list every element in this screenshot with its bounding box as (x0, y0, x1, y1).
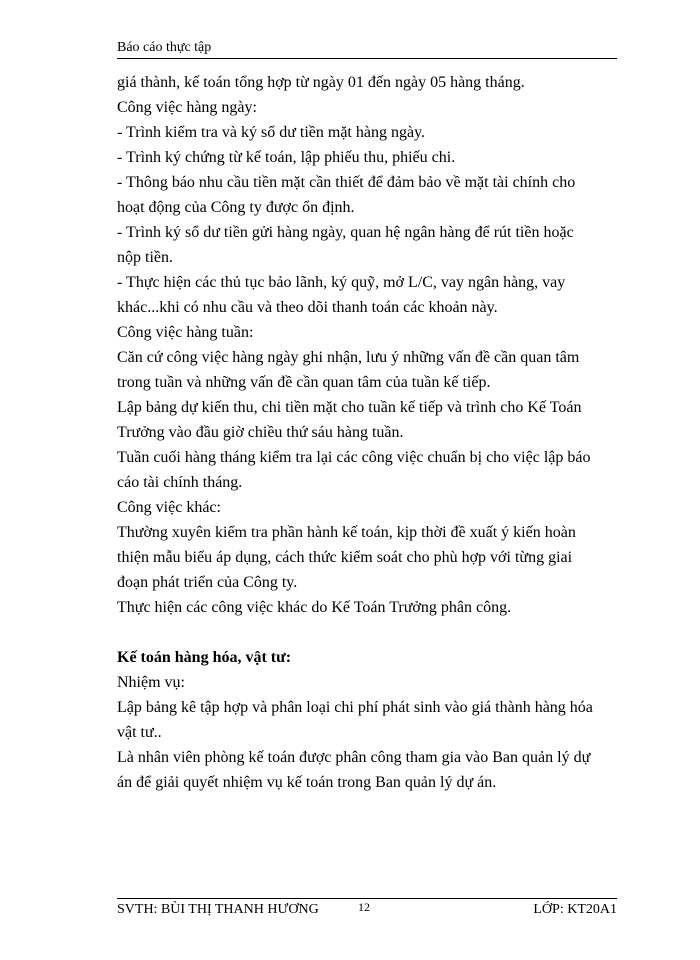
body-line: Thực hiện các công việc khác do Kế Toán Trưởng phân công. (117, 599, 512, 616)
paragraph-gap (117, 620, 617, 645)
body-line: - Thông báo nhu cầu tiền mặt cần thiết để đảm bảo về mặt tài chính cho (117, 174, 576, 191)
body-line: Tuần cuối hàng tháng kiểm tra lại các công việc chuẩn bị cho việc lập báo (117, 449, 591, 466)
body-line: Lập bảng dự kiến thu, chi tiền mặt cho tuần kế tiếp và trình cho Kế Toán (117, 399, 582, 416)
page-header-title: Báo cáo thực tập (117, 40, 212, 55)
body-line: Là nhân viên phòng kế toán được phân công tham gia vào Ban quản lý dự (117, 749, 591, 766)
body-line: khác...khi có nhu cầu và theo dõi thanh toán các khoản này. (117, 299, 498, 316)
body-line: Căn cứ công việc hàng ngày ghi nhận, lưu ý những vấn đề cần quan tâm (117, 349, 580, 366)
body-line: - Trình ký sổ dư tiền gửi hàng ngày, quan hệ ngân hàng để rút tiền hoặc (117, 224, 574, 241)
subheading-daily-tasks: Công việc hàng ngày: (117, 99, 257, 116)
body-line: Trưởng vào đầu giờ chiều thứ sáu hàng tuần. (117, 424, 404, 441)
document-body (117, 70, 617, 795)
body-line: Lập bảng kê tập hợp và phân loại chi phí phát sinh vào giá thành hàng hóa (117, 699, 593, 716)
body-line: giá thành, kế toán tổng hợp từ ngày 01 đến ngày 05 hàng tháng. (117, 74, 525, 91)
footer-class: LỚP: KT20A1 (533, 902, 617, 917)
body-line: đoạn phát triển của Công ty. (117, 574, 298, 591)
footer-divider (117, 898, 617, 899)
body-line: án để giải quyết nhiệm vụ kế toán trong Ban quản lý dự án. (117, 774, 497, 791)
body-line: nộp tiền. (117, 249, 173, 266)
page-number: 12 (358, 900, 370, 914)
subheading-weekly-tasks: Công việc hàng tuần: (117, 324, 254, 341)
header-divider (117, 58, 617, 59)
body-line: vật tư.. (117, 724, 162, 741)
body-line: - Trình ký chứng từ kế toán, lập phiếu thu, phiếu chi. (117, 149, 456, 166)
body-line: Thường xuyên kiểm tra phần hành kế toán, kịp thời đề xuất ý kiến hoàn (117, 524, 576, 541)
section-heading: Kế toán hàng hóa, vật tư: (117, 649, 292, 666)
body-line: thiện mẫu biểu áp dụng, cách thức kiểm soát cho phù hợp với từng giai (117, 549, 573, 566)
footer-student-name: SVTH: BÙI THỊ THANH HƯƠNG (117, 902, 319, 917)
body-line: - Trình kiểm tra và ký sổ dư tiền mặt hàng ngày. (117, 124, 426, 141)
subheading-other-tasks: Công việc khác: (117, 499, 221, 516)
body-line: - Thực hiện các thủ tục bảo lãnh, ký quỹ, mở L/C, vay ngân hàng, vay (117, 274, 566, 291)
body-line: trong tuần và những vấn đề cần quan tâm của tuần kế tiếp. (117, 374, 491, 391)
body-line: hoạt động của Công ty được ổn định. (117, 199, 355, 216)
body-line: cáo tài chính tháng. (117, 474, 243, 491)
subheading-duties: Nhiệm vụ: (117, 674, 185, 691)
